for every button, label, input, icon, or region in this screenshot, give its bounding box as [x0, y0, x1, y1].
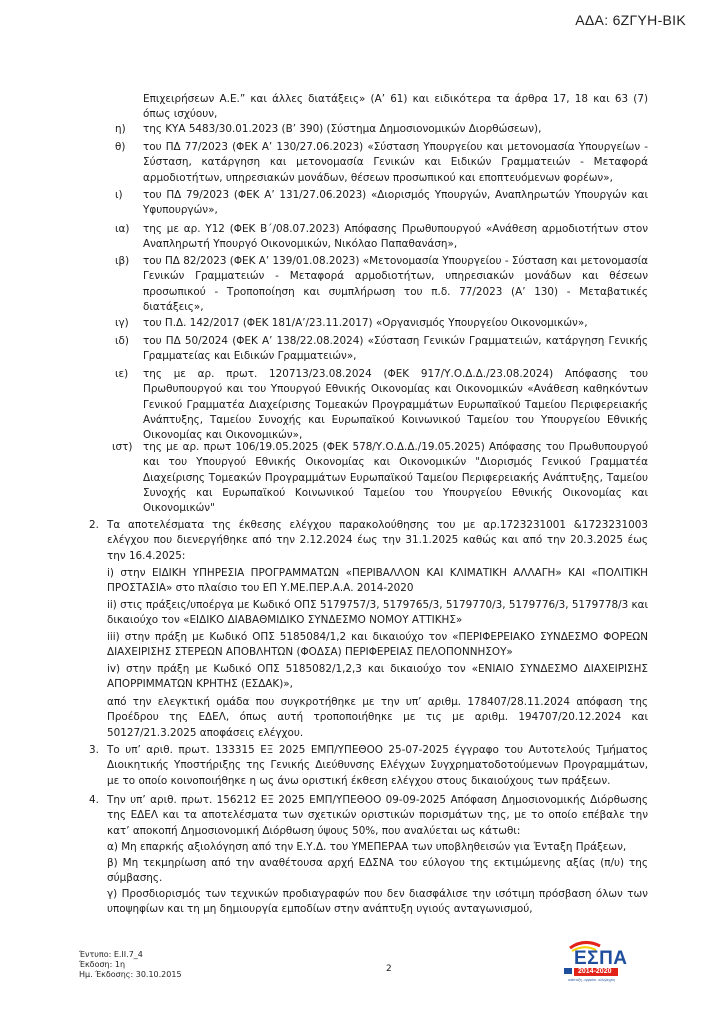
list-label: ια)	[115, 223, 130, 235]
footer-info	[79, 950, 182, 980]
list-item: της με αρ. πρωτ 106/19.05.2025 (ΦΕΚ 578/Υ.Ο.Δ.Δ./19.05.2025) Απόφασης του Πρωθυπουργού και του Υπουργού Εθνικής Οικονομίας και Οικονομικών "Διορισμός Γενικού Γραμματέα Διαχείρισης Τομεακών Προγραμμάτων Ευρωπαϊκού Ταμείου Περιφερειακής Ανάπτυξης, Ταμείου Συνοχής και Ευρωπαϊκού Κοινωνικού Ταμείου του Υπουργείου Εθνικής Οικονομίας και Οικονομικών"	[143, 441, 648, 515]
sub-paragraph: β) Μη τεκμηρίωση από την αναθέτουσα αρχή ΕΔΣΝΑ του εύλογου της εκτιμώμενης αξίας (π/υ) της σύμβασης.	[107, 857, 648, 885]
list-item: του ΠΔ 82/2023 (ΦΕΚ Α’ 139/01.08.2023) «Μετονομασία Υπουργείου - Σύσταση και μετονομασία Γενικών Γραμματειών - Μεταφορά αρμοδιοτήτων, υπηρεσιακών μονάδων και θέσεων προσωπικού - Τροποποίηση και συμπλήρωση του π.δ. 77/2023 (Α’ 130) - Μεταβατικές διατάξεις»,	[143, 255, 648, 313]
list-item: της με αρ. Υ12 (ΦΕΚ Β΄/08.07.2023) Απόφασης Πρωθυπουργού «Ανάθεση αρμοδιοτήτων στον Αναπληρωτή Υπουργό Οικονομικών, Νικόλαο Παπαθανάση»,	[143, 223, 648, 251]
list-label: ιστ)	[112, 441, 133, 453]
ada-code: ΑΔΑ: 6ΖΓΥΗ-ΒΙΚ	[575, 12, 686, 28]
footer-form-code: Έντυπο: Ε.ΙΙ.7_4	[79, 950, 143, 959]
list-item: του ΠΔ 50/2024 (ΦΕΚ Α’ 138/22.08.2024) «Σύσταση Γενικών Γραμματειών, κατάργηση Γενικής Γραμματείας και Ειδικών Γραμματειών»,	[143, 335, 648, 363]
logo-years: 2014-2020	[578, 968, 612, 975]
list-item: του ΠΔ 77/2023 (ΦΕΚ Α’ 130/27.06.2023) «Σύσταση Υπουργείου και μετονομασία Υπουργείων - Σύσταση, κατάργηση και μετονομασία Γενικών και Ειδικών Γραμματειών - Μεταφορά αρμοδιοτήτων, υπηρεσιακών μονάδων, θέσεων προσωπικού και εποπτευόμενων φορέων»,	[143, 141, 648, 184]
point-paragraph: Την υπ’ αριθ. πρωτ. 156212 ΕΞ 2025 ΕΜΠ/ΥΠΕΘΟΟ 09-09-2025 Απόφαση Δημοσιονομικής Διόρθωσης της ΕΔΕΛ και τα αποτελέσματα των σχετικών οριστικών πορισμάτων της, με το οποίο επέβαλε την κατ’ αποκοπή Δημοσιονομική Διόρθωση ύψους 50%, που αναλύεται ως κάτωθι:	[107, 794, 648, 837]
sub-paragraph: ii) στις πράξεις/υποέργα με Κωδικό ΟΠΣ 5179757/3, 5179765/3, 5179770/3, 5179776/3, 5179778/3 και δικαιούχο τον «ΕΙΔΙΚΟ ΔΙΑΒΑΘΜΙΔΙΚΟ ΣΥΝΔΕΣΜΟ ΝΟΜΟΥ ΑΤΤΙΚΗΣ»	[107, 599, 648, 627]
list-item: της με αρ. πρωτ. 120713/23.08.2024 (ΦΕΚ 917/Υ.Ο.Δ.Δ./23.08.2024) Απόφασης του Πρωθυπουργού και του Υπουργού Εθνικής Οικονομίας και Οικονομικών «Ανάθεση καθηκόντων Γενικού Γραμματέα Διαχείρισης Τομεακών Προγραμμάτων Ευρωπαϊκού Ταμείου Περιφερειακής Ανάπτυξης, Ταμείου Συνοχής και Ευρωπαϊκού Κοινωνικού Ταμείου του Υπουργείου Εθνικής Οικονομίας και Οικονομικών»,	[143, 368, 648, 442]
footer-issue-date: Ημ. Έκδοσης: 30.10.2015	[79, 970, 182, 979]
list-item: του Π.Δ. 142/2017 (ΦΕΚ 181/Α’/23.11.2017) «Οργανισμός Υπουργείου Οικονομικών»,	[143, 317, 588, 329]
point-paragraph: Τα αποτελέσματα της έκθεσης ελέγχου παρακολούθησης του με αρ.1723231001 &1723231003 ελέγχου που διενεργήθηκε από την 2.12.2024 έως την 31.1.2025 καθώς και από την 20.3.2025 έως την 16.4.2025:	[107, 519, 648, 562]
list-label: η)	[115, 123, 126, 135]
sub-paragraph: iii) στην πράξη με Κωδικό ΟΠΣ 5185084/1,2 και δικαιούχο τον «ΠΕΡΙΦΕΡΕΙΑΚΟ ΣΥΝΔΕΣΜΟ ΦΟΡΕΩΝ ΔΙΑΧΕΙΡΙΣΗΣ ΣΤΕΡΕΩΝ ΑΠΟΒΛΗΤΩΝ (ΦΟΔΣΑ) ΠΕΡΙΦΕΡΕΙΑΣ ΠΕΛΟΠΟΝΝΗΣΟΥ»	[107, 631, 648, 659]
list-label: ι)	[115, 189, 123, 201]
list-label: ιβ)	[115, 255, 130, 267]
list-item: της ΚΥΑ 5483/30.01.2023 (Β’ 390) (Σύστημα Δημοσιονομικών Διορθώσεων),	[143, 123, 542, 135]
footer-edition: Έκδοση: 1η	[79, 960, 126, 969]
list-label: ιε)	[115, 368, 129, 380]
list-label: ιδ)	[115, 335, 129, 347]
espa-logo	[564, 938, 626, 988]
sub-paragraph: από την ελεγκτική ομάδα που συγκροτήθηκε με την υπ’ αριθμ. 178407/28.11.2024 απόφαση της Προέδρου της ΕΔΕΛ, όπως αυτή τροποποιήθηκε με τις με αριθμ. 194707/20.12.2024 και 50127/21.3.2025 αποφάσεις ελέγχου.	[107, 696, 648, 739]
logo-brand: ΕΣΠΑ	[574, 948, 628, 969]
sub-paragraph: α) Μη επαρκής αξιολόγηση από την Ε.Υ.Δ. του ΥΜΕΠΕΡΑΑ των υποβληθεισών για Ένταξη Πράξεων,	[107, 841, 627, 853]
sub-paragraph: i) στην ΕΙΔΙΚΗ ΥΠΗΡΕΣΙΑ ΠΡΟΓΡΑΜΜΑΤΩΝ «ΠΕΡΙΒΑΛΛΟΝ ΚΑΙ ΚΛΙΜΑΤΙΚΗ ΑΛΛΑΓΗ» ΚΑΙ «ΠΟΛΙΤΙΚΗ ΠΡΟΣΤΑΣΙΑ» στο πλαίσιο του ΕΠ Υ.ΜΕ.ΠΕΡ.Α.Α. 2014-2020	[107, 567, 648, 595]
point-number: 2.	[89, 519, 99, 531]
point-number: 3.	[89, 744, 99, 756]
point-paragraph: Το υπ’ αριθ. πρωτ. 133315 ΕΞ 2025 ΕΜΠ/ΥΠΕΘΟΟ 25-07-2025 έγγραφο του Αυτοτελούς Τμήματος Διοικητικής Υποστήριξης της Γενικής Διεύθυνσης Ελέγχων Συγχρηματοδοτούμενων Προγραμμάτων, με το οποίο κοινοποιήθηκε η ως άνω οριστική έκθεση ελέγχου στους δικαιούχους των πράξεων.	[107, 744, 648, 787]
sub-paragraph: γ) Προσδιορισμός των τεχνικών προδιαγραφών που δεν διασφάλισε την ισότιμη πρόσβαση όλων των υποψηφίων και τη μη δημιουργία εμποδίων στην ανάπτυξη υγιούς ανταγωνισμού,	[107, 888, 648, 916]
continued-paragraph: Επιχειρήσεων Α.Ε.” και άλλες διατάξεις» (Α’ 61) και ειδικότερα τα άρθρα 17, 18 και 63 (7) όπως ισχύουν,	[143, 93, 648, 121]
sub-paragraph: iv) στην πράξη με Κωδικό ΟΠΣ 5185082/1,2,3 και δικαιούχο τον «ΕΝΙΑΙΟ ΣΥΝΔΕΣΜΟ ΔΙΑΧΕΙΡΙΣΗΣ ΑΠΟΡΡΙΜΜΑΤΩΝ ΚΡΗΤΗΣ (ΕΣΔΑΚ)»,	[107, 663, 648, 691]
list-item: του ΠΔ 79/2023 (ΦΕΚ Α’ 131/27.06.2023) «Διορισμός Υπουργών, Αναπληρωτών Υπουργών και Υφυπουργών»,	[143, 189, 648, 217]
point-number: 4.	[89, 794, 99, 806]
logo-tagline: ανάπτυξη - εργασία - αλληλεγγύη	[568, 978, 616, 982]
eu-flag-icon	[564, 968, 572, 974]
list-label: ιγ)	[115, 317, 129, 329]
list-label: θ)	[115, 141, 126, 153]
page-number: 2	[386, 964, 392, 974]
